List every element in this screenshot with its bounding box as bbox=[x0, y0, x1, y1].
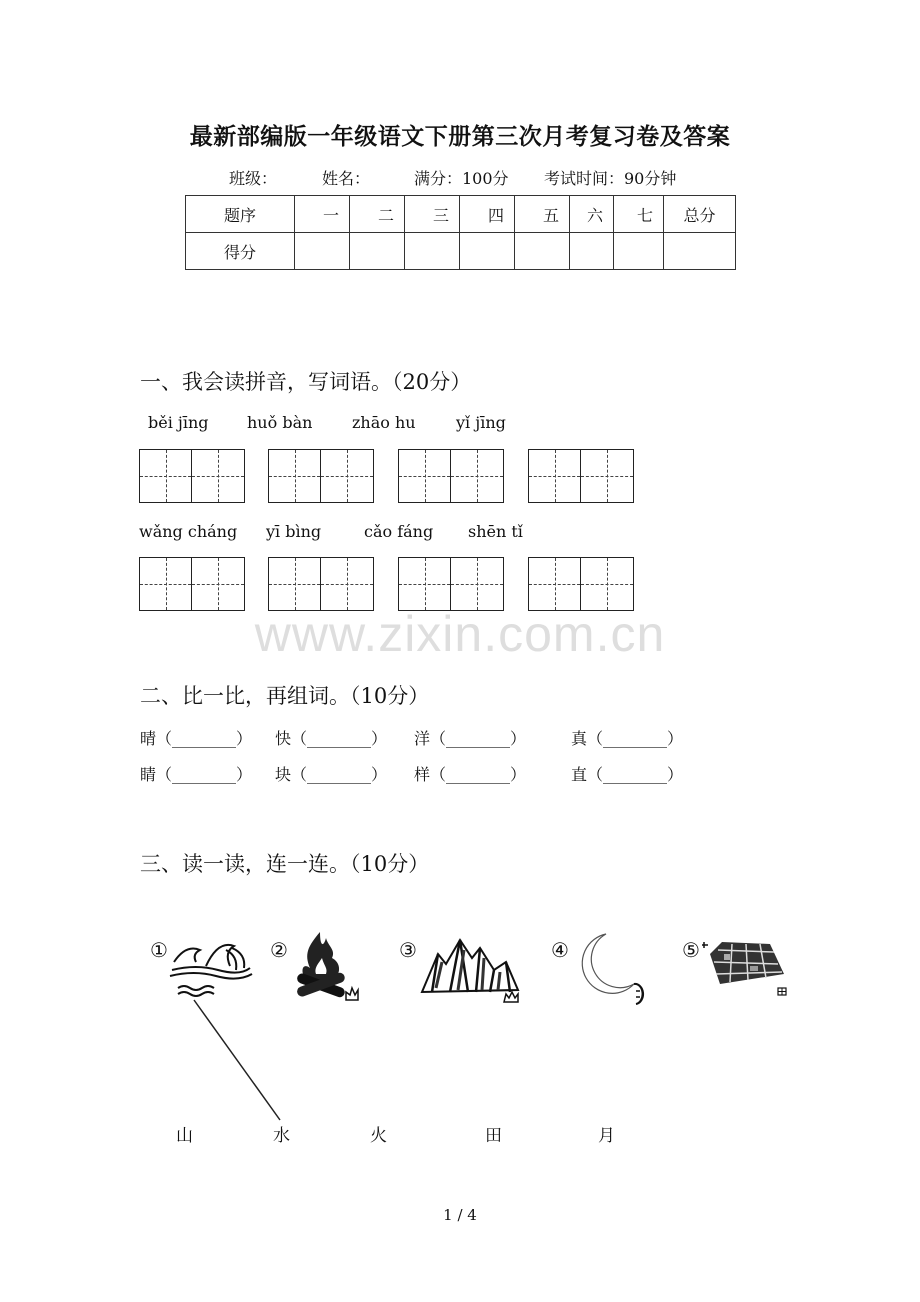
pinyin-5: wǎng cháng bbox=[139, 522, 238, 541]
page-title: 最新部编版一年级语文下册第三次月考复习卷及答案 bbox=[189, 123, 731, 150]
compare-word[interactable]: 晴（________） bbox=[140, 729, 253, 748]
pinyin-4: yǐ jīng bbox=[456, 413, 506, 432]
writing-grid[interactable] bbox=[398, 449, 504, 503]
writing-grid[interactable] bbox=[528, 557, 634, 611]
pinyin-2: huǒ bàn bbox=[247, 413, 313, 432]
answer-word[interactable]: 月 bbox=[598, 1126, 615, 1146]
answer-word[interactable]: 田 bbox=[485, 1126, 502, 1146]
answer-word[interactable]: 山 bbox=[176, 1126, 193, 1146]
score-cell[interactable] bbox=[614, 233, 664, 270]
score-col-4: 四 bbox=[460, 196, 515, 233]
compare-word[interactable]: 样（________） bbox=[414, 765, 527, 784]
pinyin-3: zhāo hu bbox=[352, 413, 416, 432]
score-cell[interactable] bbox=[460, 233, 515, 270]
pinyin-7: cǎo fáng bbox=[364, 522, 434, 541]
writing-grid[interactable] bbox=[268, 449, 374, 503]
page-number: 1 / 4 bbox=[443, 1206, 477, 1224]
compare-word[interactable]: 直（________） bbox=[571, 765, 684, 784]
pinyin-6: yī bìng bbox=[266, 522, 322, 541]
score-col-7: 七 bbox=[614, 196, 664, 233]
water-waves-icon[interactable] bbox=[166, 936, 254, 1002]
pinyin-8: shēn tǐ bbox=[468, 522, 523, 541]
answer-word[interactable]: 火 bbox=[370, 1126, 387, 1146]
answer-word[interactable]: 水 bbox=[273, 1126, 290, 1146]
compare-word[interactable]: 洋（________） bbox=[414, 729, 527, 748]
compare-word[interactable]: 块（________） bbox=[275, 765, 388, 784]
score-cell[interactable] bbox=[664, 233, 736, 270]
exam-time: 考试时间：90分钟 bbox=[544, 169, 677, 188]
section1-title: 一、我会读拼音，写词语。（20分） bbox=[140, 370, 472, 394]
class-label: 班级： bbox=[229, 169, 278, 188]
section2-title: 二、比一比，再组词。（10分） bbox=[140, 684, 430, 708]
section3-title: 三、读一读，连一连。（10分） bbox=[140, 852, 430, 876]
writing-grid[interactable] bbox=[398, 557, 504, 611]
score-col-1: 一 bbox=[295, 196, 350, 233]
score-row-label: 得分 bbox=[186, 233, 295, 270]
score-header-label: 题序 bbox=[186, 196, 295, 233]
picture-3-number: ③ bbox=[399, 938, 417, 962]
score-cell[interactable] bbox=[405, 233, 460, 270]
score-cell[interactable] bbox=[350, 233, 405, 270]
mountains-icon[interactable] bbox=[420, 932, 522, 1006]
score-table-header-row bbox=[186, 196, 736, 233]
score-table-score-row bbox=[186, 233, 736, 270]
writing-grid[interactable] bbox=[528, 449, 634, 503]
full-score: 满分：100分 bbox=[414, 169, 509, 188]
connecting-line bbox=[190, 996, 290, 1126]
writing-grid[interactable] bbox=[139, 449, 245, 503]
score-col-2: 二 bbox=[350, 196, 405, 233]
writing-grid[interactable] bbox=[268, 557, 374, 611]
pinyin-1: běi jīng bbox=[148, 413, 209, 432]
watermark: www.zixin.com.cn bbox=[254, 606, 666, 662]
campfire-icon[interactable] bbox=[290, 928, 362, 1002]
score-cell[interactable] bbox=[295, 233, 350, 270]
crescent-moon-icon[interactable] bbox=[572, 928, 652, 1008]
compare-word[interactable]: 睛（________） bbox=[140, 765, 253, 784]
name-label: 姓名： bbox=[322, 169, 371, 188]
picture-1-number: ① bbox=[150, 938, 168, 962]
score-col-5: 五 bbox=[515, 196, 570, 233]
picture-5-number: ⑤ bbox=[682, 938, 700, 962]
score-col-6: 六 bbox=[570, 196, 614, 233]
score-total-label: 总分 bbox=[664, 196, 736, 233]
score-col-3: 三 bbox=[405, 196, 460, 233]
picture-4-number: ④ bbox=[551, 938, 569, 962]
farm-field-icon[interactable] bbox=[700, 936, 792, 998]
picture-2-number: ② bbox=[270, 938, 288, 962]
score-table bbox=[185, 195, 736, 270]
compare-word[interactable]: 快（________） bbox=[275, 729, 388, 748]
score-cell[interactable] bbox=[570, 233, 614, 270]
compare-word[interactable]: 真（________） bbox=[571, 729, 684, 748]
writing-grid[interactable] bbox=[139, 557, 245, 611]
score-cell[interactable] bbox=[515, 233, 570, 270]
